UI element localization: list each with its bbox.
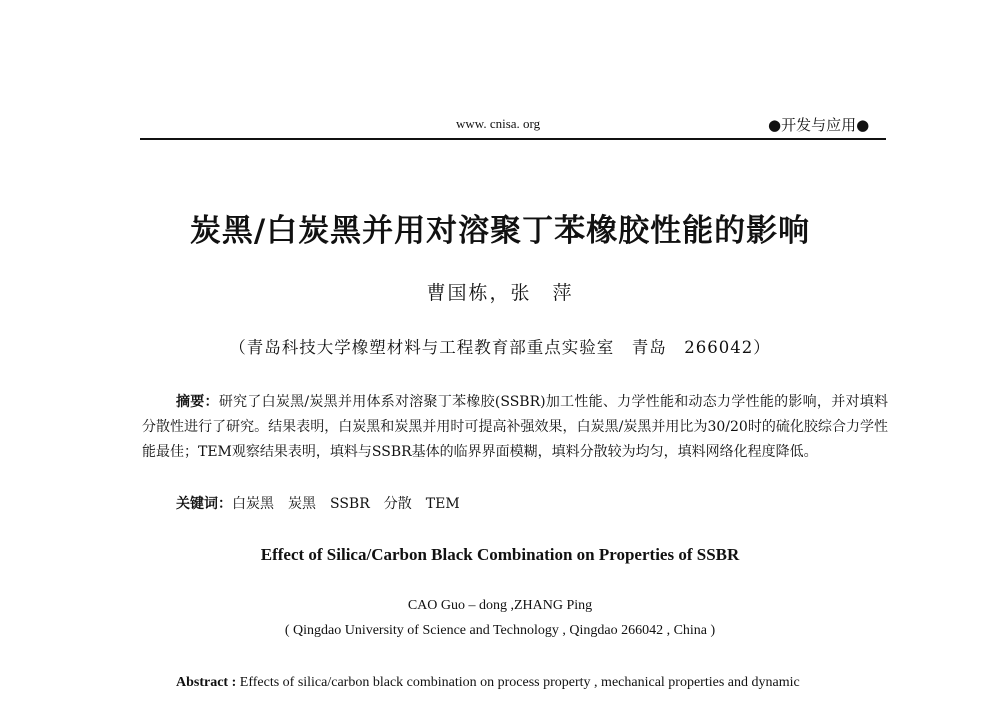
keywords-label-cn: 关键词：: [176, 496, 232, 512]
article-title-cn: 炭黑/白炭黑并用对溶聚丁苯橡胶性能的影响: [189, 213, 811, 249]
affiliation-cn: （青岛科技大学橡塑材料与工程教育部重点实验室 青岛 266042）: [229, 338, 771, 357]
abstract-text-cn: 研究了白炭黑/炭黑并用体系对溶聚丁苯橡胶(SSBR)加工性能、力学性能和动态力学性能的影响，并对填料分散性进行了研究。结果表明，白炭黑和炭黑并用时可提高补强效果，白炭黑/炭黑并用比为30/20时的硫化胶综合力学性能最佳；TEM观察结果表明，填料与SSBR基体的临界界面模糊，填料分散较为均匀，填料网络化程度降低。: [142, 394, 889, 460]
header-divider: [140, 138, 886, 140]
abstract-en: [142, 670, 888, 695]
keywords-text-cn: 白炭黑 炭黑 SSBR 分散 TEM: [232, 496, 460, 512]
abstract-cn: [142, 390, 888, 465]
abstract-label-en: Abstract :: [176, 675, 237, 690]
abstract-text-en: Effects of silica/carbon black combination on process property , mechanical properties and dynamic: [236, 675, 800, 690]
article-title-en: Effect of Silica/Carbon Black Combination on Properties of SSBR: [260, 545, 740, 564]
keywords-cn: [176, 492, 876, 517]
affiliation-en: ( Qingdao University of Science and Technology , Qingdao 266042 , China ): [284, 623, 716, 638]
authors-cn: 曹国栋，张 萍: [426, 282, 574, 304]
section-label: ●开发与应用●: [768, 116, 870, 134]
journal-url: www. cnisa. org: [456, 116, 541, 131]
abstract-label-cn: 摘要：: [176, 394, 219, 410]
authors-en: CAO Guo – dong ,ZHANG Ping: [407, 598, 593, 613]
